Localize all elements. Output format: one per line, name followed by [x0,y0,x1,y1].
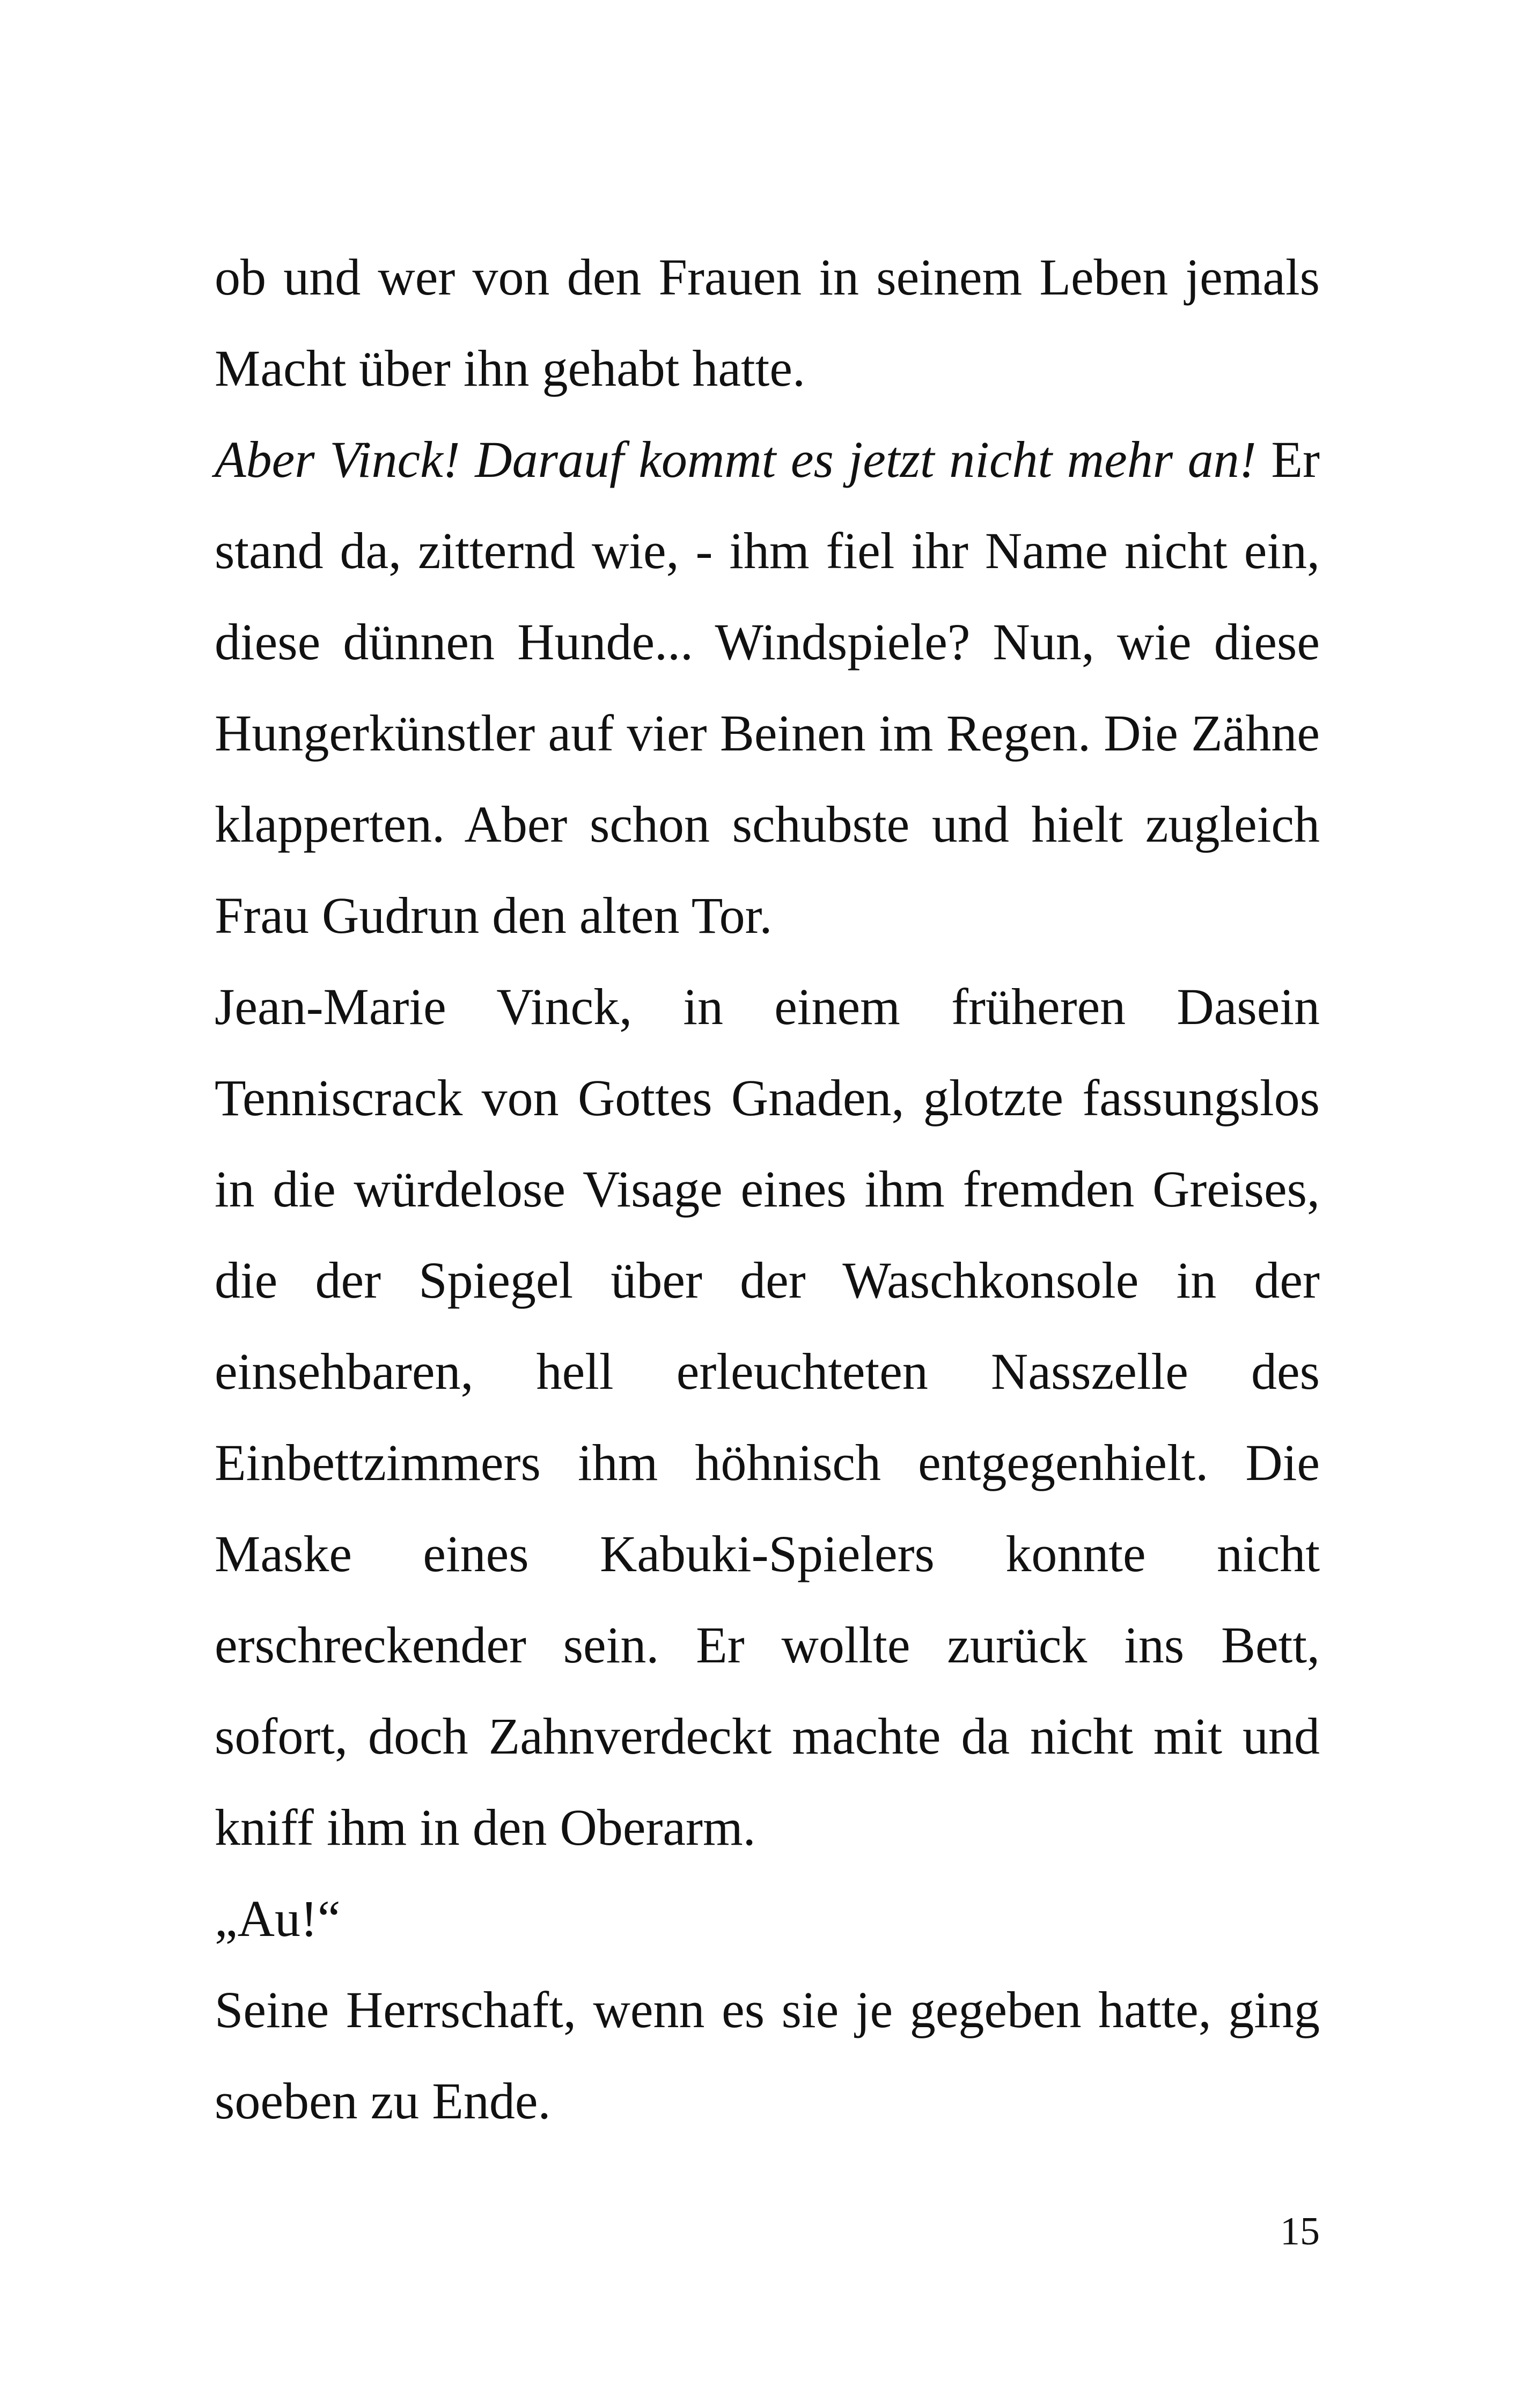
paragraph-2 [215,414,1320,961]
paragraph-3 [215,961,1320,1873]
page-number: 15 [1280,2210,1320,2254]
paragraph-4-text: „Au!“ [215,1890,341,1947]
paragraph-5 [215,1964,1320,2147]
paragraph-2-italic-text: Aber Vinck! Darauf kommt es jetzt nicht mehr an! [215,431,1257,488]
paragraph-3-text: Jean-Marie Vinck, in einem früheren Dasein Tenniscrack von Gottes Gnaden, glotzte fassungslos in die würdelose Visage eines ihm fremden Greises, die der Spiegel über der Waschkonsole in der einsehbaren, hell erleuchteten Nasszelle des Einbettzimmers ihm höhnisch entgegenhielt. Die Maske eines Kabuki-Spielers konnte nicht erschreckender sein. Er wollte zurück ins Bett, sofort, doch Zahnverdeckt machte da nicht mit und kniff ihm in den Oberarm. [215,978,1320,1856]
paragraph-1 [215,232,1320,414]
paragraph-2-text: Er stand da, zitternd wie, - ihm fiel ihr Name nicht ein, diese dünnen Hunde... Windspiele? Nun, wie diese Hungerkünstler auf vier Beinen im Regen. Die Zähne klapperten. Aber schon schubste und hielt zugleich Frau Gudrun den alten Tor. [215,431,1320,944]
paragraph-5-text: Seine Herrschaft, wenn es sie je gegeben hatte, ging soeben zu Ende. [215,1981,1320,2130]
paragraph-4 [215,1873,1320,1964]
paragraph-1-text: ob und wer von den Frauen in seinem Leben jemals Macht über ihn gehabt hatte. [215,248,1320,397]
body-text [215,232,1320,2147]
